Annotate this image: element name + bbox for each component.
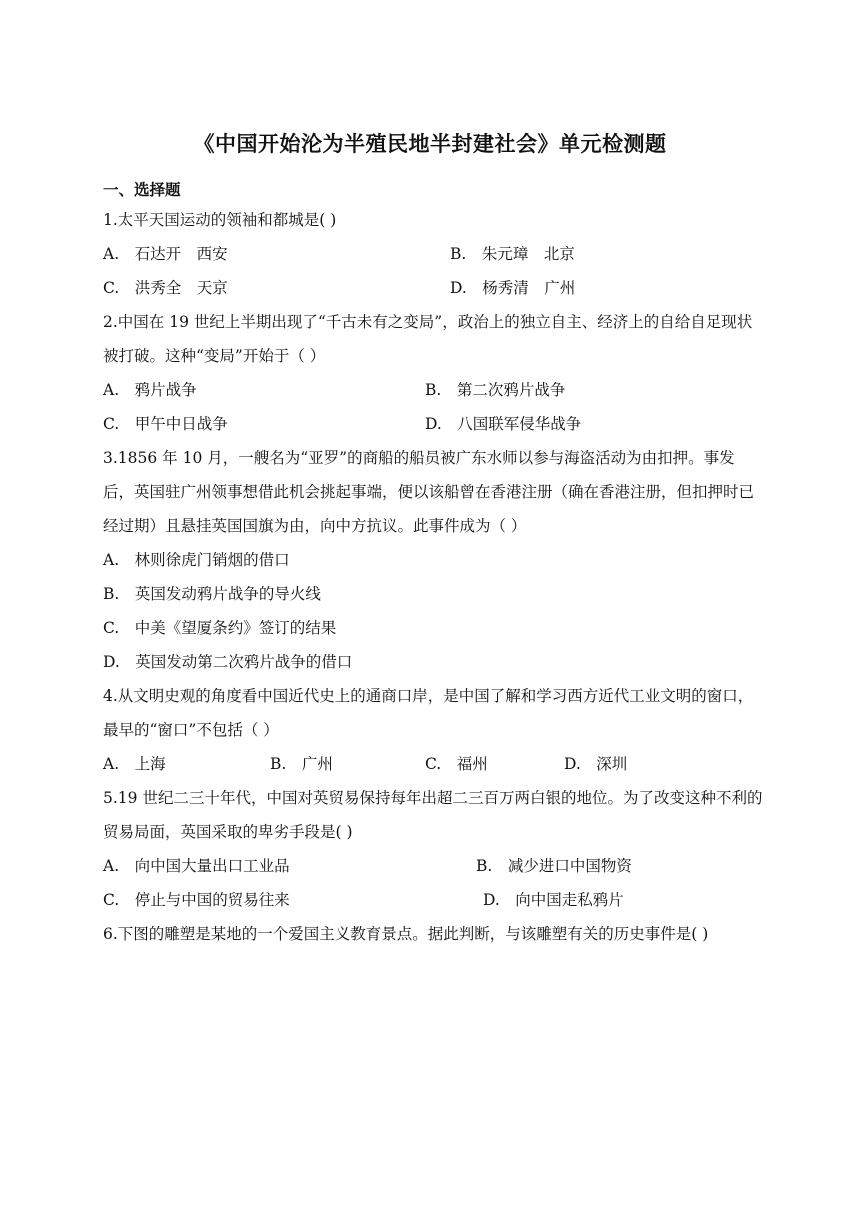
document-title: 《中国开始沦为半殖民地半封建社会》单元检测题: [193, 132, 667, 156]
option-b: B. 英国发动鸦片战争的导火线: [103, 585, 321, 603]
option-c: C. 洪秀全 天京: [103, 279, 228, 297]
option-a: A. 林则徐虎门销烟的借口: [103, 551, 290, 569]
option-a: A. 石达开 西安: [103, 245, 228, 263]
option-b: B. 减少进口中国物资: [476, 857, 632, 875]
options-row: [103, 237, 763, 271]
option-d: D. 英国发动第二次鸦片战争的借口: [103, 653, 353, 671]
option-a: A. 向中国大量出口工业品: [103, 857, 290, 875]
options-row: [103, 407, 763, 441]
option-b: B. 广州: [270, 755, 333, 773]
option-d: D. 八国联军侵华战争: [425, 415, 582, 433]
options-row: [103, 747, 763, 781]
question-stem: 4.从文明史观的角度看中国近代史上的通商口岸，是中国了解和学习西方近代工业文明的窗口，最早的“窗口”不包括（ ）: [103, 687, 754, 739]
question-stem: 6.下图的雕塑是某地的一个爱国主义教育景点。据此判断，与该雕塑有关的历史事件是( ): [103, 925, 709, 943]
question-stem: 1.太平天国运动的领袖和都城是( ): [103, 211, 337, 229]
question-stem: 2.中国在 19 世纪上半期出现了“千古未有之变局”，政治上的独立自主、经济上的自给自足现状被打破。这种“变局”开始于（ ）: [103, 313, 753, 365]
option-b: B. 第二次鸦片战争: [425, 381, 566, 399]
question-stem: 3.1856 年 10 月，一艘名为“亚罗”的商船的船员被广东水师以参与海盗活动为由扣押。事发后，英国驻广州领事想借此机会挑起事端，便以该船曾在香港注册（确在香港注册，但扣押时已经过期）且悬挂英国国旗为由，向中方抗议。此事件成为（ ）: [103, 449, 755, 535]
option-c: C. 停止与中国的贸易往来: [103, 891, 290, 909]
options-row: [103, 883, 763, 917]
option-a: A. 上海: [103, 755, 166, 773]
option-d: D. 杨秀清 广州: [450, 279, 576, 297]
question-list: [103, 203, 763, 951]
option-c: C. 福州: [425, 755, 488, 773]
option-c: C. 甲午中日战争: [103, 415, 228, 433]
option-d: D. 向中国走私鸦片: [483, 891, 624, 909]
question-stem: 5.19 世纪二三十年代，中国对英贸易保持每年出超二三百万两白银的地位。为了改变这种不利的贸易局面，英国采取的卑劣手段是( ): [103, 789, 763, 841]
option-d: D. 深圳: [564, 755, 628, 773]
options-row: [103, 849, 763, 883]
options-row: [103, 373, 763, 407]
option-c: C. 中美《望厦条约》签订的结果: [103, 619, 337, 637]
option-a: A. 鸦片战争: [103, 381, 197, 399]
options-row: [103, 271, 763, 305]
section-heading: 一、选择题: [103, 181, 181, 199]
option-b: B. 朱元璋 北京: [450, 245, 575, 263]
